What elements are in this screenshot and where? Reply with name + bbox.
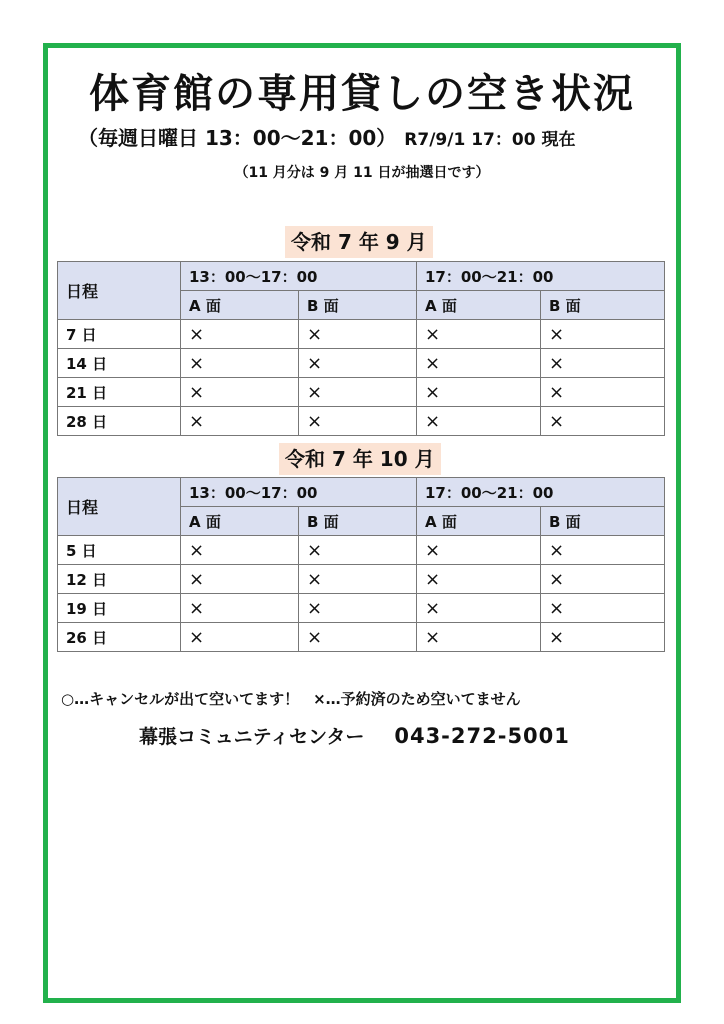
table-row xyxy=(58,623,665,652)
status-cell: × xyxy=(181,407,299,436)
date-cell: 5 日 xyxy=(58,536,181,565)
status-cell: × xyxy=(299,536,417,565)
as-of-timestamp: R7/9/1 17：00 現在 xyxy=(404,130,576,150)
status-cell: × xyxy=(181,536,299,565)
status-cell: × xyxy=(541,378,665,407)
day-column-header: 日程 xyxy=(58,262,181,320)
status-cell: × xyxy=(417,320,541,349)
status-cell: × xyxy=(299,320,417,349)
date-cell: 12 日 xyxy=(58,565,181,594)
status-cell: × xyxy=(299,594,417,623)
status-cell: × xyxy=(417,349,541,378)
table-row xyxy=(58,320,665,349)
table-row xyxy=(58,565,665,594)
status-cell: × xyxy=(541,349,665,378)
court-header: A 面 xyxy=(181,507,299,536)
court-header: A 面 xyxy=(417,291,541,320)
status-cell: × xyxy=(181,320,299,349)
status-cell: × xyxy=(181,623,299,652)
page-title: 体育館の専用貸しの空き状況 xyxy=(89,71,635,117)
status-cell: × xyxy=(541,594,665,623)
status-cell: × xyxy=(417,565,541,594)
status-cell: × xyxy=(417,594,541,623)
month-heading: 令和 7 年 10 月 xyxy=(279,443,441,475)
lottery-note: （11 月分は 9 月 11 日が抽選日です） xyxy=(234,165,490,181)
schedule-subtitle xyxy=(78,122,678,151)
table-row xyxy=(58,536,665,565)
status-cell: × xyxy=(181,594,299,623)
table-row xyxy=(58,349,665,378)
status-cell: × xyxy=(541,623,665,652)
month-heading: 令和 7 年 9 月 xyxy=(285,226,433,258)
court-header: B 面 xyxy=(299,507,417,536)
slot-header: 17：00～21：00 xyxy=(417,262,665,291)
table-row xyxy=(58,378,665,407)
table-row xyxy=(58,594,665,623)
phone-number: 043-272-5001 xyxy=(394,724,570,748)
legend-available: ○…キャンセルが出て空いてます！ xyxy=(61,690,300,708)
date-cell: 7 日 xyxy=(58,320,181,349)
status-cell: × xyxy=(417,536,541,565)
legend xyxy=(61,688,671,709)
schedule-hours: （毎週日曜日 13：00～21：00） xyxy=(78,126,397,150)
status-cell: × xyxy=(181,378,299,407)
facility-name: 幕張コミュニティセンター xyxy=(139,726,365,748)
date-cell: 14 日 xyxy=(58,349,181,378)
slot-header: 13：00～17：00 xyxy=(181,478,417,507)
court-header: A 面 xyxy=(181,291,299,320)
status-cell: × xyxy=(299,378,417,407)
court-header: B 面 xyxy=(541,291,665,320)
date-cell: 26 日 xyxy=(58,623,181,652)
availability-table xyxy=(57,261,665,436)
contact-line xyxy=(139,722,570,749)
status-cell: × xyxy=(299,565,417,594)
slot-header: 13：00～17：00 xyxy=(181,262,417,291)
status-cell: × xyxy=(541,565,665,594)
court-header: B 面 xyxy=(541,507,665,536)
slot-header: 17：00～21：00 xyxy=(417,478,665,507)
status-cell: × xyxy=(417,407,541,436)
status-cell: × xyxy=(417,623,541,652)
table-row xyxy=(58,407,665,436)
date-cell: 28 日 xyxy=(58,407,181,436)
status-cell: × xyxy=(181,349,299,378)
date-cell: 21 日 xyxy=(58,378,181,407)
court-header: A 面 xyxy=(417,507,541,536)
availability-table xyxy=(57,477,665,652)
status-cell: × xyxy=(181,565,299,594)
status-cell: × xyxy=(299,623,417,652)
date-cell: 19 日 xyxy=(58,594,181,623)
legend-unavailable: ×…予約済のため空いてません xyxy=(313,690,521,708)
status-cell: × xyxy=(541,536,665,565)
status-cell: × xyxy=(541,320,665,349)
status-cell: × xyxy=(299,407,417,436)
status-cell: × xyxy=(417,378,541,407)
status-cell: × xyxy=(541,407,665,436)
status-cell: × xyxy=(299,349,417,378)
court-header: B 面 xyxy=(299,291,417,320)
day-column-header: 日程 xyxy=(58,478,181,536)
